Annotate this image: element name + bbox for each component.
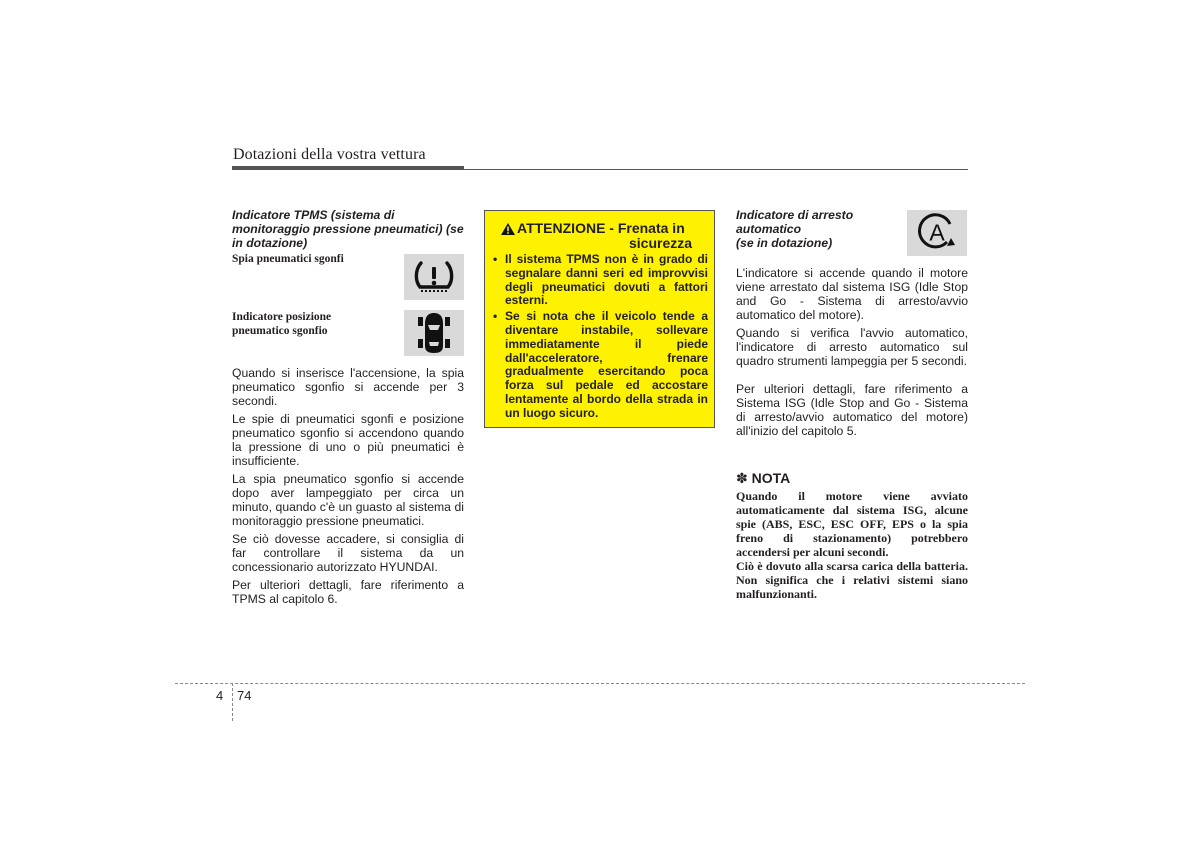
warning-item-text: Il sistema TPMS non è in grado di segnalare danni seri ed improvvisi degli pneumatici dovuti a fattori esterni. bbox=[505, 252, 708, 308]
tpms-paragraph: La spia pneumatico sgonfio si accende dopo aver lampeggiato per circa un minuto, quando c'è un guasto al sistema di monitoraggio pressione pneumatici. bbox=[232, 472, 464, 528]
warning-list bbox=[491, 253, 708, 423]
tpms-paragraph: Per ulteriori dettagli, fare riferimento a TPMS al capitolo 6. bbox=[232, 578, 464, 606]
warning-title-line2: sicurezza bbox=[629, 235, 693, 251]
auto-stop-subheading bbox=[736, 208, 896, 250]
auto-stop-paragraph: Per ulteriori dettagli, fare riferimento a Sistema ISG (Idle Stop and Go - Sistema di arresto/avvio automatico del motore) all'inizio del capitolo 5. bbox=[736, 382, 968, 438]
bullet: • bbox=[493, 252, 498, 266]
page-number: 74 bbox=[237, 688, 252, 703]
warning-item bbox=[491, 253, 708, 308]
tire-position-icon bbox=[404, 310, 464, 356]
nota-heading: ✽ NOTA bbox=[736, 470, 791, 486]
tpms-subheading: Indicatore TPMS (sistema di monitoraggio pressione pneumatici) (se in dotazione) bbox=[232, 208, 464, 250]
footer-rule bbox=[175, 683, 1025, 684]
warning-title bbox=[495, 221, 707, 251]
auto-stop-paragraph: Quando si verifica l'avvio automatico, l'indicatore di arresto automatico sul quadro strumenti lampeggia per 5 secondi. bbox=[736, 326, 968, 368]
nota-text bbox=[736, 489, 968, 601]
auto-stop-icon bbox=[907, 210, 967, 256]
auto-stop-letter: A bbox=[929, 219, 945, 246]
auto-stop-body bbox=[736, 266, 968, 442]
nota-paragraph: Quando il motore viene avviato automaticamente dal sistema ISG, alcune spie (ABS, ESC, ESC OFF, EPS o la spia freno di stazionamento) potrebbero accendersi per alcuni secondi. bbox=[736, 489, 968, 559]
label-tire-position: Indicatore posizione pneumatico sgonfio bbox=[232, 311, 332, 337]
auto-stop-subheading-line3: (se in dotazione) bbox=[736, 236, 833, 250]
warning-item bbox=[491, 310, 708, 420]
tpms-body bbox=[232, 366, 464, 610]
warning-box bbox=[484, 210, 715, 428]
tpms-paragraph: Se ciò dovesse accadere, si consiglia di far controllare il sistema da un concessionario autorizzato HYUNDAI. bbox=[232, 532, 464, 574]
auto-stop-paragraph: L'indicatore si accende quando il motore viene arrestato dal sistema ISG (Idle Stop and Go - Sistema di arresto/avvio automatico del motore). bbox=[736, 266, 968, 322]
warning-item-text: Se si nota che il veicolo tende a diventare instabile, sollevare immediatamente il piede dall'acceleratore, frenare gradualmente esercitando poca forza sul pedale ed accostare lentamente al bordo della strada in un luogo sicuro. bbox=[505, 309, 708, 420]
label-low-tire: Spia pneumatici sgonfi bbox=[232, 253, 344, 265]
header-rule-thin bbox=[464, 169, 968, 170]
auto-stop-subheading-line2: automatico bbox=[736, 222, 802, 236]
low-tire-pressure-icon bbox=[404, 254, 464, 300]
page-chapter: 4 bbox=[216, 688, 224, 703]
auto-stop-subheading-line1: Indicatore di arresto bbox=[736, 208, 854, 222]
tpms-paragraph: Le spie di pneumatici sgonfi e posizione pneumatico sgonfio si accendono quando la pressione di uno o più pneumatici è insufficiente. bbox=[232, 412, 464, 468]
nota-paragraph: Ciò è dovuto alla scarsa carica della batteria. Non significa che i relativi sistemi siano malfunzionanti. bbox=[736, 559, 968, 601]
warning-triangle-icon bbox=[501, 223, 515, 235]
header-rule-thick bbox=[232, 166, 464, 170]
bullet: • bbox=[493, 309, 498, 324]
tpms-paragraph: Quando si inserisce l'accensione, la spia pneumatico sgonfio si accende per 3 secondi. bbox=[232, 366, 464, 408]
warning-title-line1: ATTENZIONE - Frenata in bbox=[517, 220, 685, 236]
tpms-subheading-block bbox=[232, 208, 464, 250]
footer-vertical-rule bbox=[232, 683, 233, 721]
page-header-title: Dotazioni della vostra vettura bbox=[233, 146, 426, 163]
